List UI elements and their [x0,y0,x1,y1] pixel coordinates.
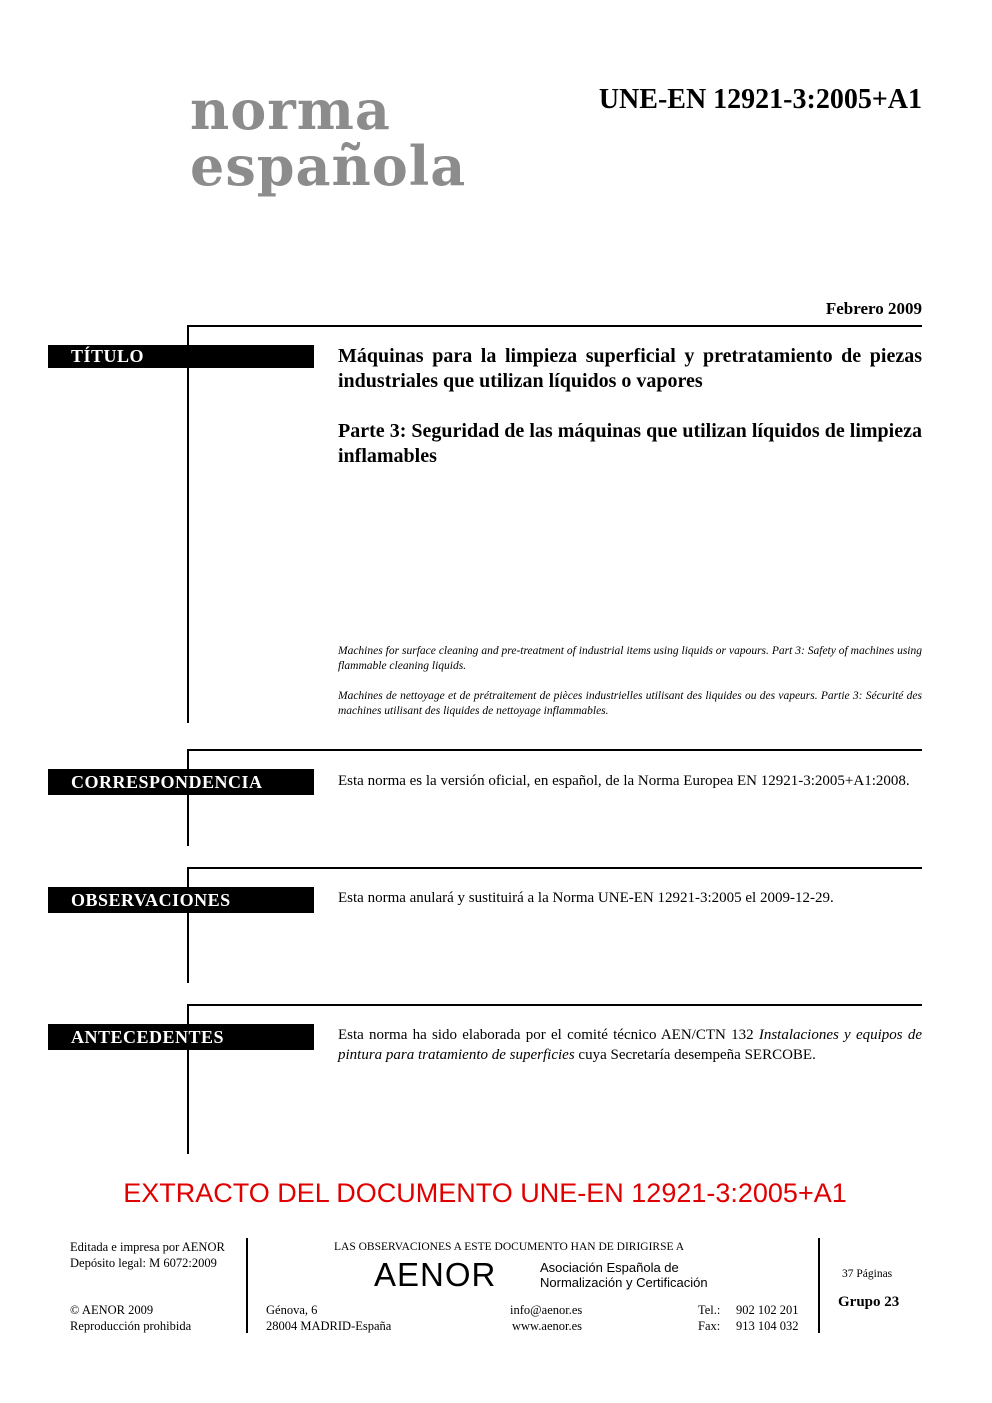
brand-title [190,78,510,198]
antecedentes-text-start: Esta norma ha sido elaborada por el comité técnico AEN/CTN 132 [338,1027,759,1043]
title-part: Parte 3: Seguridad de las máquinas que utilizan líquidos de limpieza inflamables [338,420,922,467]
footer-fax-label: Fax: [698,1319,721,1333]
aenor-logo-word: AENOR [374,1256,497,1293]
titulo-vertical-rule [187,325,189,723]
observaciones-vertical-rule [187,867,189,983]
brand-line-2: española [190,134,467,198]
antecedentes-text-italic: Instalaciones y equipos de pintura para tratamiento de superficies [338,1027,923,1063]
footer-web[interactable]: www.aenor.es [512,1319,583,1333]
title-french: Machines de nettoyage et de prétraitement de pièces industrielles utilisant des liquides ou des vapeurs. Partie 3: Sécurité des machines utilisant des liquides de nettoyage inflammables. [338,690,922,717]
brand-line-1: norma [190,78,391,142]
label-antecedentes: ANTECEDENTES [48,1024,314,1050]
title-english: Machines for surface cleaning and pre-treatment of industrial items using liquids or vapours. Part 3: Safety of machines using flammable cleaning liquids. [338,645,922,672]
antecedentes-text-end: cuya Secretaría desempeña SERCOBE. [574,1047,816,1063]
title-spanish [338,344,922,494]
footer-deposito: Depósito legal: M 6072:2009 [70,1256,217,1270]
antecedentes-text [338,1025,922,1065]
footer-reproduccion: Reproducción prohibida [70,1319,192,1333]
aenor-sub-line-2: Normalización y Certificación [540,1275,708,1290]
footer-copyright: © AENOR 2009 [70,1303,154,1317]
aenor-logo-subtitle [540,1260,740,1290]
footer-tel: 902 102 201 [736,1303,799,1317]
title-main: Máquinas para la limpieza superficial y pretratamiento de piezas industriales que utilizan líquidos o vapores [338,345,922,392]
aenor-sub-line-1: Asociación Española de [540,1260,679,1275]
footer-address-1: Génova, 6 [266,1303,318,1317]
title-translations [338,644,922,734]
observaciones-text: Esta norma anulará y sustituirá a la Norma UNE-EN 12921-3:2005 el 2009-12-29. [338,890,834,906]
correspondencia-vertical-rule [187,749,189,846]
footer-observaciones-header: LAS OBSERVACIONES A ESTE DOCUMENTO HAN DE DIRIGIRSE A [334,1241,685,1253]
footer-divider-right [818,1238,820,1333]
footer-tel-label: Tel.: [698,1303,721,1317]
label-titulo: TÍTULO [48,345,314,368]
footer-email[interactable]: info@aenor.es [510,1303,583,1317]
footer-grupo: Grupo 23 [838,1294,900,1310]
footer-edited: Editada e impresa por AENOR [70,1240,225,1254]
label-observaciones: OBSERVACIONES [48,887,314,913]
footer-fax: 913 104 032 [736,1319,799,1333]
correspondencia-top-rule [187,749,922,751]
antecedentes-top-rule [187,1004,922,1006]
footer-pages: 37 Páginas [842,1268,893,1280]
extract-notice: EXTRACTO DEL DOCUMENTO UNE-EN 12921-3:2005+A1 [123,1178,847,1208]
titulo-top-rule [187,325,922,327]
correspondencia-text: Esta norma es la versión oficial, en español, de la Norma Europea EN 12921-3:2005+A1:2008. [338,773,910,789]
footer-divider-left [246,1238,248,1333]
observaciones-top-rule [187,867,922,869]
label-correspondencia: CORRESPONDENCIA [48,769,314,795]
footer-address-2: 28004 MADRID-España [266,1319,392,1333]
standard-code: UNE-EN 12921-3:2005+A1 [598,84,922,115]
publication-date: Febrero 2009 [825,299,922,318]
